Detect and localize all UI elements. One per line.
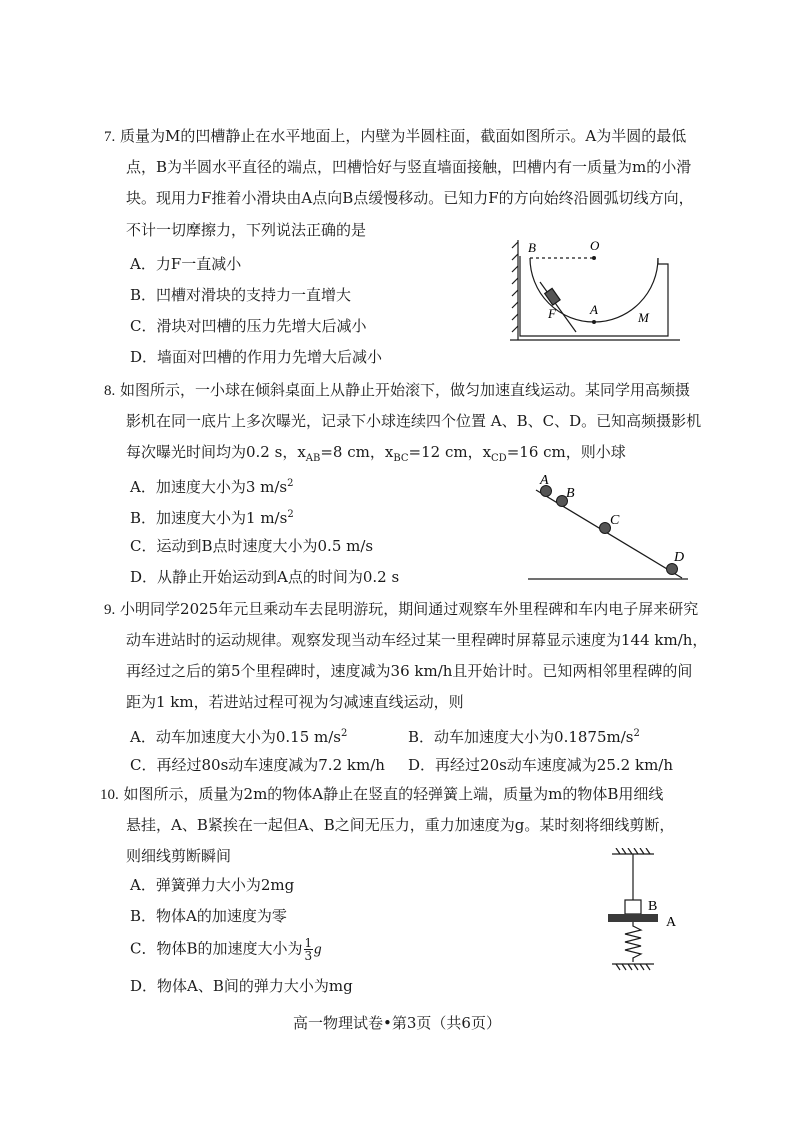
q7-number: 7.: [104, 129, 116, 145]
q9-option-d: D．再经过20s动车速度减为25.2 km/h: [408, 756, 674, 774]
q8-fig-label-c: C: [610, 513, 620, 528]
q7-fig-label-b: B: [528, 240, 536, 255]
fraction-one-third: $\frac{1}{3}$: [304, 936, 313, 963]
q10-line-3: 则细线剪断瞬间: [126, 847, 232, 865]
q8-line-2: 影机在同一底片上多次曝光，记录下小球连续四个位置 A、B、C、D。已知高频摄影机: [126, 412, 702, 430]
q10-option-a: A．弹簧弹力大小为2mg: [130, 876, 295, 894]
q7-option-a: A．力F一直减小: [130, 255, 242, 273]
q7-line-1: 7. 质量为M的凹槽静止在水平地面上，内壁为半圆柱面，截面如图所示。A为半圆的最低: [104, 127, 687, 145]
q10-number: 10.: [100, 787, 119, 803]
q7-option-c: C．滑块对凹槽的压力先增大后减小: [130, 317, 367, 335]
page-footer: 高一物理试卷•第3页（共6页）: [293, 1014, 501, 1032]
q7-line-3: 块。现用力F推着小滑块由A点向B点缓慢移动。已知力F的方向始终沿圆弧切线方向，: [126, 189, 694, 207]
q9-line-3: 再经过之后的第5个里程碑时，速度减为36 km/h且开始计时。已知两相邻里程碑的间: [126, 662, 693, 680]
q10-line-1: 10. 如图所示，质量为2m的物体A静止在竖直的轻弹簧上端，质量为m的物体B用细线: [100, 785, 664, 803]
q8-line-1: 8. 如图所示，一小球在倾斜桌面上从静止开始滚下，做匀加速直线运动。某同学用高频摄: [104, 381, 691, 399]
q8-fig-label-b: B: [566, 486, 575, 501]
q10-option-b: B．物体A的加速度为零: [130, 907, 287, 925]
q10-option-c: C．物体B的加速度大小为 $\frac{1}{3}$ g: [130, 936, 322, 963]
q7-option-b: B．凹槽对滑块的支持力一直增大: [130, 286, 352, 304]
q10-fig-label-b: B: [648, 899, 658, 914]
q8-option-a: A．加速度大小为3 $m/s^2$: [130, 478, 294, 496]
q8-figure-incline: [522, 472, 694, 584]
q7-figure-groove: [510, 236, 680, 348]
q8-fig-label-a: A: [540, 473, 549, 488]
q7-line-2: 点，B为半圆水平直径的端点，凹槽恰好与竖直墙面接触，凹槽内有一质量为m的小滑: [126, 158, 692, 176]
q10-fig-label-a: A: [666, 915, 677, 930]
q9-option-c: C．再经过80s动车速度减为7.2 km/h: [130, 756, 385, 774]
q9-line-1: 9. 小明同学2025年元旦乘动车去昆明游玩，期间通过观察车外里程碑和车内电子屏来研究: [104, 600, 699, 618]
q8-option-d: D．从静止开始运动到A点的时间为0.2 s: [130, 568, 400, 586]
q7-fig-label-m: M: [638, 310, 649, 325]
q7-fig-label-a: A: [590, 302, 598, 317]
q9-number: 9.: [104, 602, 116, 618]
q9-option-a: A．动车加速度大小为0.15 $m/s^2$: [130, 728, 348, 746]
q7-option-d: D．墙面对凹槽的作用力先增大后减小: [130, 348, 383, 366]
q9-option-b: B．动车加速度大小为$0.1875m/s^2$: [408, 728, 640, 746]
q9-line-4: 距为1 km，若进站过程可视为匀减速直线运动，则: [126, 693, 464, 711]
q9-line-2: 动车进站时的运动规律。观察发现当动车经过某一里程碑时屏幕显示速度为144 km/h，: [126, 631, 708, 649]
q8-number: 8.: [104, 383, 116, 399]
q10-option-d: D．物体A、B间的弹力大小为mg: [130, 977, 353, 995]
q10-figure-spring: [598, 848, 694, 978]
q8-fig-label-d: D: [674, 550, 685, 565]
q8-option-c: C．运动到B点时速度大小为0.5 m/s: [130, 537, 374, 555]
q8-line-3: 每次曝光时间均为0.2 s，$x_{AB}=8$ cm，$x_{BC}=12$ cm，$x_{CD}=16$ cm，则小球: [126, 443, 626, 464]
q8-option-b: B．加速度大小为1 $m/s^2$: [130, 509, 294, 527]
q10-line-2: 悬挂，A、B紧挨在一起但A、B之间无压力，重力加速度为g。某时刻将细线剪断，: [126, 816, 675, 834]
q7-line-4: 不计一切摩擦力，下列说法正确的是: [126, 221, 367, 239]
q7-fig-label-o: O: [590, 238, 600, 253]
q7-fig-label-f: F: [548, 306, 556, 321]
